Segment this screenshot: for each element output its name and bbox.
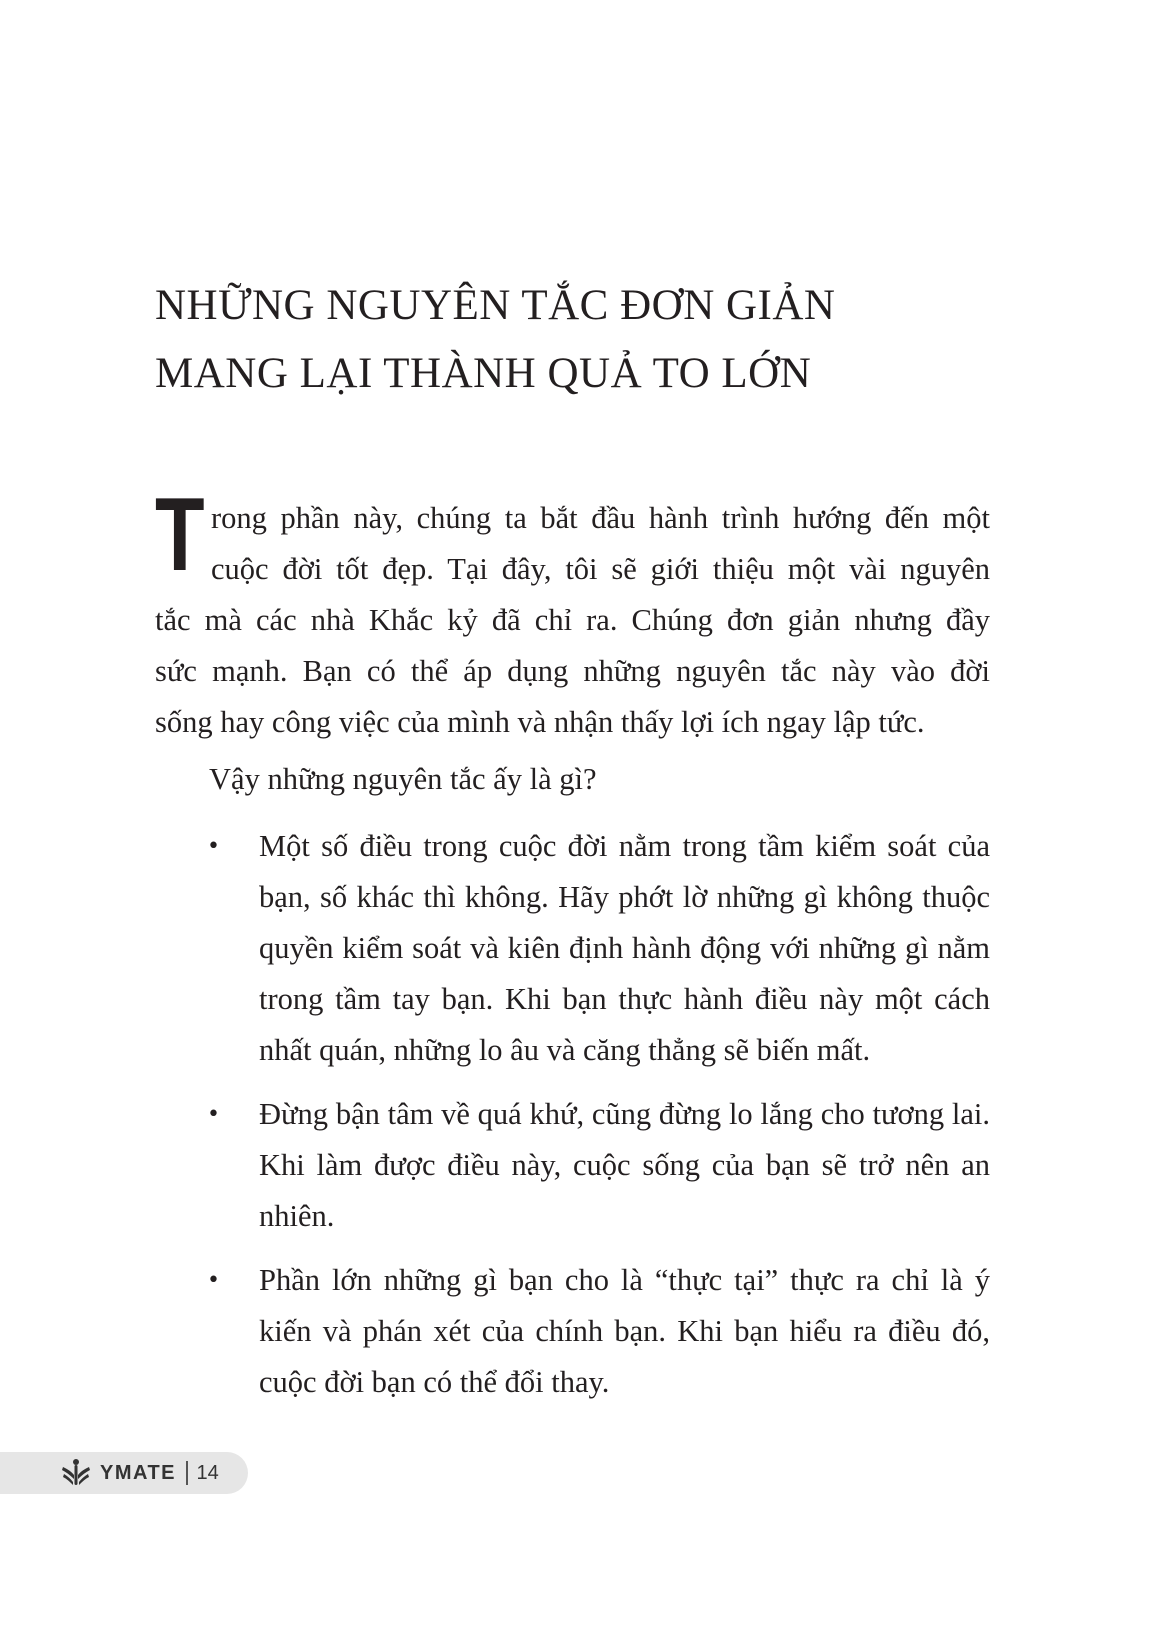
page-footer	[0, 1452, 248, 1494]
list-item	[155, 821, 990, 1076]
intro-line: rong phần này, chúng ta bắt đầu hành trình hướng đến một	[211, 501, 990, 535]
principles-list	[155, 821, 990, 1408]
question-paragraph: Vậy những nguyên tắc ấy là gì?	[209, 762, 597, 796]
chapter-title-line: NHỮNG NGUYÊN TẮC ĐƠN GIẢN	[155, 282, 836, 329]
list-item-text: Đừng bận tâm về quá khứ, cũng đừng lo lắng cho tương lai. Khi làm được điều này, cuộc sống của bạn sẽ trở nên an nhiên.	[259, 1097, 990, 1233]
bullet-icon: •	[207, 834, 220, 859]
bullet-icon: •	[207, 1102, 220, 1127]
intro-line: sống hay công việc của mình và nhận thấy lợi ích ngay lập tức.	[155, 705, 925, 739]
page-number: 14	[196, 1461, 219, 1484]
drop-cap: T	[155, 477, 205, 593]
list-item-text: Phần lớn những gì bạn cho là “thực tại” thực ra chỉ là ý kiến và phán xét của chính bạn. Khi bạn hiểu ra điều đó, cuộc đời bạn có thể đổi thay.	[259, 1263, 990, 1399]
chapter-title-line: MANG LẠI THÀNH QUẢ TO LỚN	[155, 350, 812, 397]
list-item	[155, 1089, 990, 1242]
ymate-logo-icon	[60, 1458, 92, 1488]
intro-line: sức mạnh. Bạn có thể áp dụng những nguyên tắc này vào đời	[155, 654, 990, 688]
intro-line: tắc mà các nhà Khắc kỷ đã chỉ ra. Chúng đơn giản nhưng đầy	[155, 603, 990, 637]
intro-paragraph	[155, 477, 990, 748]
list-item-text: Một số điều trong cuộc đời nằm trong tầm kiểm soát của bạn, số khác thì không. Hãy phớt lờ những gì không thuộc quyền kiểm soát và kiên định hành động với những gì nằm trong tầm tay bạn. Khi bạn thực hành điều này một cách nhất quán, những lo âu và căng thẳng sẽ biến mất.	[259, 829, 990, 1067]
brand-name: YMATE	[100, 1461, 177, 1484]
bullet-icon: •	[207, 1268, 220, 1293]
list-item	[155, 1255, 990, 1408]
footer-divider	[186, 1461, 188, 1485]
intro-line: cuộc đời tốt đẹp. Tại đây, tôi sẽ giới thiệu một vài nguyên	[211, 552, 990, 586]
chapter-title	[155, 272, 1015, 408]
body-text	[155, 477, 990, 1421]
